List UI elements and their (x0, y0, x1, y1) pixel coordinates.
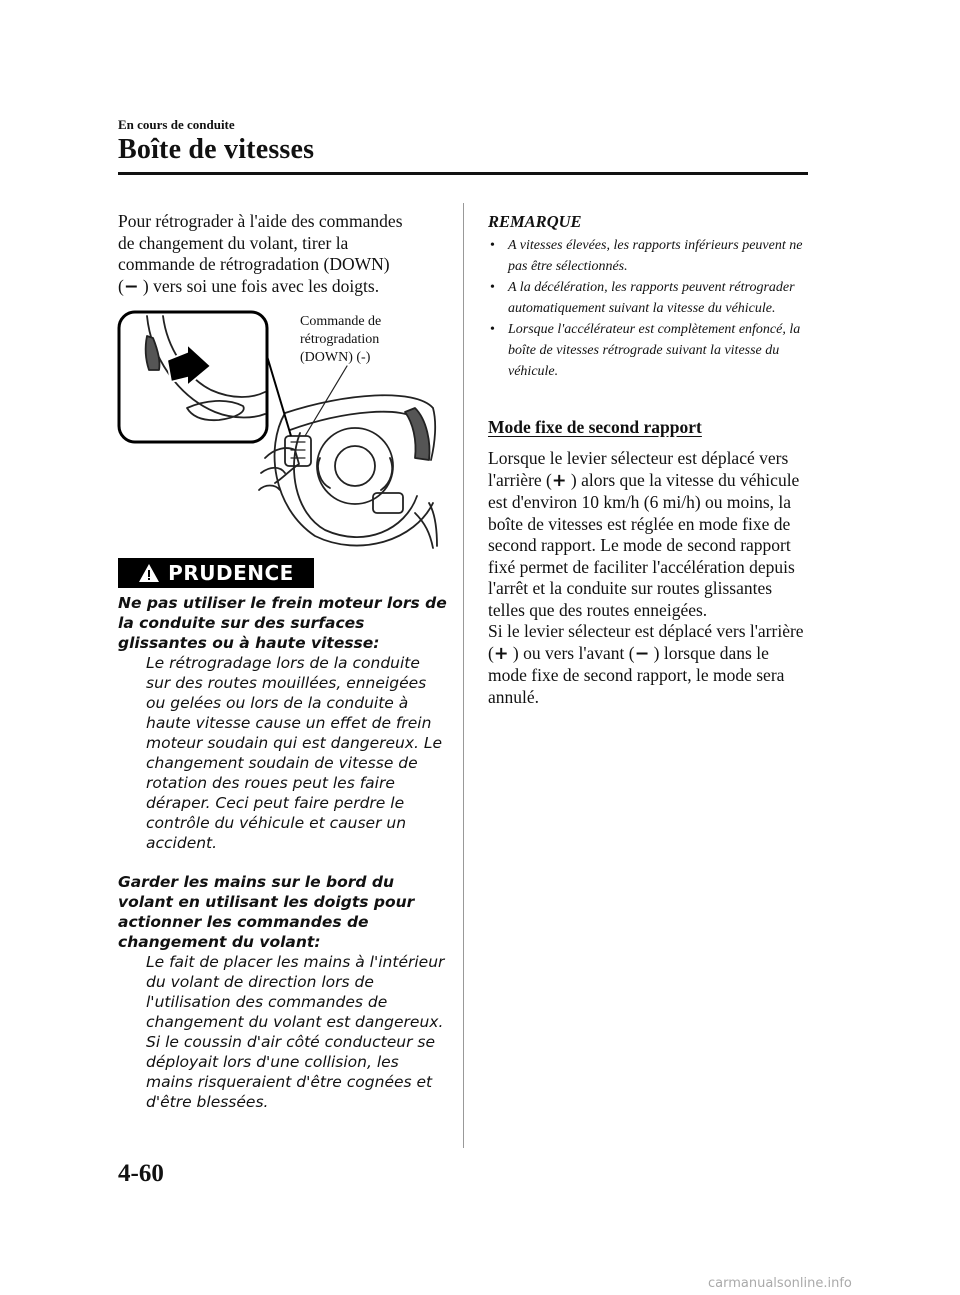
intro-line (118, 276, 448, 299)
note-title: REMARQUE (488, 212, 582, 231)
caution-body: Le rétrogradage lors de la conduite sur des routes mouillées, enneigées ou gelées ou lors de la conduite à haute vitesse cause un effet de frein moteur soudain qui est dangereux. Le changement soudain de vitesse de rotation des roues peut les faire déraper. Ceci peut faire perdre le contrôle du véhicule et causer un accident. (146, 654, 443, 852)
caution-badge (118, 558, 314, 588)
callout-line: rétrogradation (300, 332, 380, 347)
minus-icon: − (123, 276, 139, 297)
minus-icon: − (634, 643, 650, 664)
paragraph (488, 448, 810, 621)
section-heading: Mode fixe de second rapport (488, 417, 702, 437)
list-item: • Lorsque l'accélérateur est complètement enfoncé, la boîte de vitesses rétrograde suivant la vitesse du véhicule. (488, 319, 808, 382)
page-title: Boîte de vitesses (118, 134, 315, 165)
intro-line: commande de rétrogradation (DOWN) (118, 254, 390, 274)
plus-icon: + (493, 643, 509, 664)
note-list (488, 235, 808, 382)
paragraph (488, 621, 810, 708)
section-label: En cours de conduite (118, 117, 235, 132)
intro-line-end: ) vers soi une fois avec les doigts. (138, 275, 380, 296)
caution-body: Le fait de placer les mains à l'intérieur du volant de direction lors de l'utilisation des commandes de changement du volant est dangereux. Si le coussin d'air côté conducteur se déployait lors d'une collision, les mains risqueraient d'être cognées et d'être blessées. (146, 953, 445, 1111)
column-divider (463, 203, 464, 1148)
intro-paragraph (118, 211, 448, 298)
caution-heading: Garder les mains sur le bord du volant en utilisant les doigts pour actionner les commandes de changement du volant: (118, 873, 415, 951)
list-item: • A la décélération, les rapports peuvent rétrograder automatiquement suivant la vitesse du véhicule. (488, 277, 808, 319)
text-run: Si le levier sélecteur est déplacé vers l'arrière ( (488, 621, 804, 663)
callout-line: (DOWN) (-) (300, 350, 371, 365)
plus-icon: + (551, 470, 567, 491)
page-number: 4-60 (118, 1160, 164, 1187)
figure-callout (300, 313, 440, 367)
callout-line: Commande de (300, 314, 382, 329)
title-rule (118, 172, 808, 175)
text-run: ) alors que la vitesse du véhicule est d'environ 10 km/h (6 mi/h) ou moins, la boîte de vitesses est réglée en mode fixe de second rapport. Le mode de second rapport fixé permet de faciliter l'accélération depuis l'arrêt et la conduite sur routes glissantes telles que des routes enneigées. (488, 469, 800, 620)
intro-line: de changement du volant, tirer la (118, 232, 349, 253)
second-gear-text (488, 448, 810, 708)
note-block (488, 212, 808, 382)
text-run: ) ou vers l'avant ( (508, 642, 635, 663)
watermark: carmanualsonline.info (708, 1276, 852, 1291)
caution-label: PRUDENCE (168, 561, 294, 585)
text-run: Lorsque le levier sélecteur est déplacé vers l'arrière ( (488, 448, 789, 490)
intro-line: Pour rétrograder à l'aide des commandes (118, 211, 403, 231)
text-run: ) lorsque dans le mode fixe de second rapport, le mode sera annulé. (488, 642, 785, 707)
caution-heading: Ne pas utiliser le frein moteur lors de la conduite sur des surfaces glissantes ou à haute vitesse: (118, 594, 447, 652)
caution-block (118, 593, 448, 1112)
warning-icon (138, 563, 160, 583)
list-item: • A vitesses élevées, les rapports inférieurs peuvent ne pas être sélectionnés. (488, 235, 808, 277)
paren: ( (118, 275, 124, 296)
